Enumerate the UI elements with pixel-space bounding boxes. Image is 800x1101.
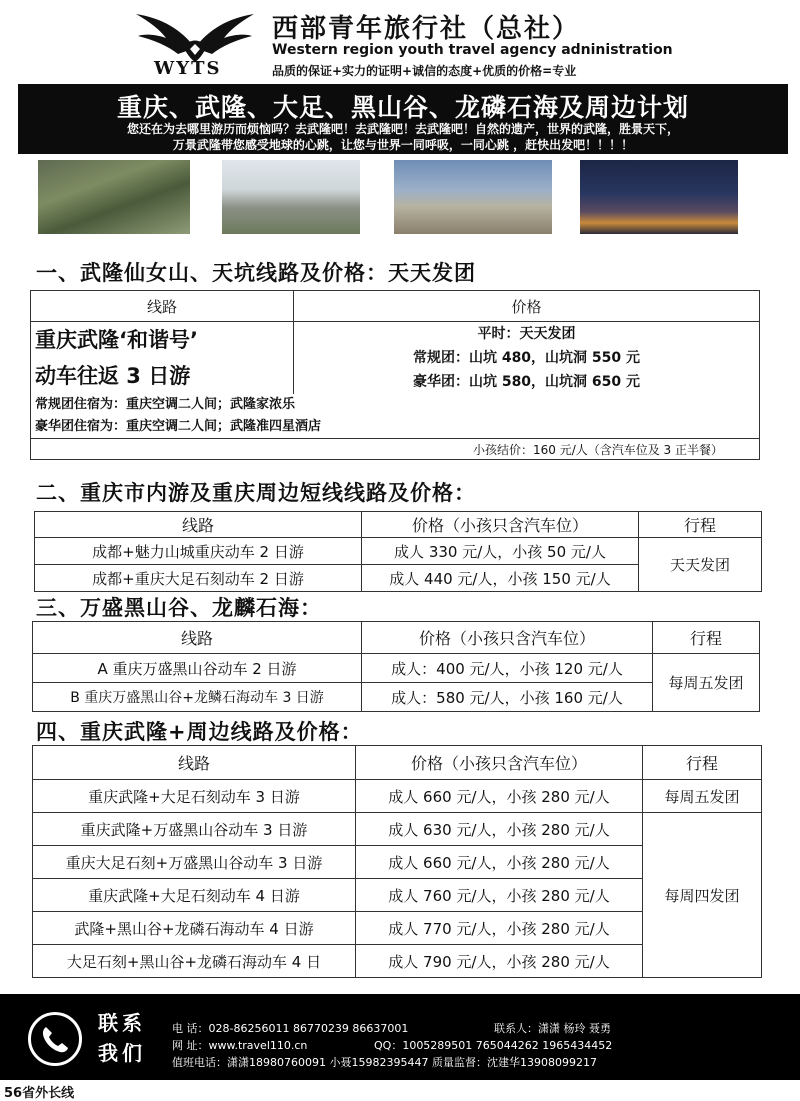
header-route: 线路 (33, 622, 362, 654)
website[interactable]: 网 址：www.travel110.cn (172, 1039, 308, 1052)
banner-line-1: 您还在为去哪里游历而烦恼吗？去武隆吧！去武隆吧！去武隆吧！自然的遗产，世界的武隆，胜景天下， (126, 122, 679, 136)
price-cell: 成人：400 元/人，小孩 120 元/人 (362, 654, 653, 683)
banner-line-2: 万景武隆带您感受地球的心跳，让您与世界一同呼吸，一同心跳 ，赶快出发吧！！！！ (172, 138, 634, 152)
price-luxury: 豪华团：山坑 580，山坑洞 650 元 (412, 374, 641, 390)
route-cell: 重庆武隆+大足石刻动车 4 日游 (33, 879, 356, 912)
header-price: 价格（小孩只含汽车位） (362, 512, 639, 538)
duty-phone: 值班电话：潇潇18980760091 小聂15982395447 质量监督：沈建华13908099217 (172, 1056, 597, 1069)
route-cell: 成都+重庆大足石刻动车 2 日游 (35, 565, 362, 592)
section-2-table (34, 511, 762, 592)
phone-icon (28, 1012, 82, 1066)
header-route: 线路 (35, 512, 362, 538)
header (0, 0, 800, 84)
header-schedule: 行程 (653, 622, 760, 654)
contact-label-1: 联系 (98, 1011, 146, 1035)
route-cell: 成都+魅力山城重庆动车 2 日游 (35, 538, 362, 565)
stay-regular: 常规团住宿为：重庆空调二人间；武隆家浓乐 (35, 397, 296, 412)
contact-label (98, 1008, 146, 1068)
header-schedule: 行程 (643, 746, 762, 780)
agency-name-en: Western region youth travel agency adninistration (272, 42, 673, 58)
price-cell: 成人 330 元/人，小孩 50 元/人 (362, 538, 639, 565)
section-3-table (32, 621, 760, 712)
header-price: 价格（小孩只含汽车位） (356, 746, 643, 780)
stay-cell (31, 394, 760, 439)
price-cell: 成人 770 元/人，小孩 280 元/人 (356, 912, 643, 945)
photo-gate (222, 160, 360, 234)
route-cell: B 重庆万盛黑山谷+龙鳞石海动车 3 日游 (33, 683, 362, 712)
route-cell: 大足石刻+黑山谷+龙磷石海动车 4 日 (33, 945, 356, 978)
price-regular: 常规团：山坑 480，山坑洞 550 元 (412, 350, 641, 366)
photo-night-city (580, 160, 738, 234)
price-cell: 成人：580 元/人，小孩 160 元/人 (362, 683, 653, 712)
schedule-cell: 每周五发团 (643, 780, 762, 813)
route-cell: A 重庆万盛黑山谷动车 2 日游 (33, 654, 362, 683)
logo-text: WYTS (154, 58, 222, 79)
section-3-title: 三、万盛黑山谷、龙麟石海： (36, 596, 322, 620)
route-cell: 武隆+黑山谷+龙磷石海动车 4 日游 (33, 912, 356, 945)
price-cell (294, 322, 760, 395)
route-cell: 重庆大足石刻+万盛黑山谷动车 3 日游 (33, 846, 356, 879)
price-cell: 成人 760 元/人，小孩 280 元/人 (356, 879, 643, 912)
header-route: 线路 (33, 746, 356, 780)
banner-title: 重庆、武隆、大足、黑山谷、龙磷石海及周边计划 (116, 93, 689, 122)
route-cell (31, 322, 294, 395)
header-price: 价格（小孩只含汽车位） (362, 622, 653, 654)
agency-name-cn: 西部青年旅行社（总社） (272, 14, 581, 44)
col-route: 线路 (31, 291, 294, 322)
price-cell: 成人 440 元/人，小孩 150 元/人 (362, 565, 639, 592)
schedule-cell: 每周四发团 (643, 813, 762, 978)
header-schedule: 行程 (639, 512, 762, 538)
price-cell: 成人 660 元/人，小孩 280 元/人 (356, 780, 643, 813)
schedule-cell: 天天发团 (639, 538, 762, 592)
page-footer: 56省外长线 (4, 1086, 75, 1101)
agency-slogan: 品质的保证+实力的证明+诚信的态度+优质的价格=专业 (272, 64, 577, 78)
photo-river-city (394, 160, 552, 234)
contact-person: 联系人：潇潇 杨玲 聂勇 (494, 1022, 611, 1035)
section-1-table (30, 290, 760, 460)
price-normal: 平时：天天发团 (477, 326, 576, 342)
price-cell: 成人 630 元/人，小孩 280 元/人 (356, 813, 643, 846)
section-2-title: 二、重庆市内游及重庆周边短线线路及价格： (36, 481, 476, 505)
section-4-table (32, 745, 762, 978)
route-line-1: 重庆武隆‘和谐号’ (35, 328, 198, 352)
contact-label-2: 我们 (98, 1041, 146, 1065)
route-cell: 重庆武隆+大足石刻动车 3 日游 (33, 780, 356, 813)
route-cell: 重庆武隆+万盛黑山谷动车 3 日游 (33, 813, 356, 846)
child-price: 小孩结价：160 元/人（含汽车位及 3 正半餐） (31, 439, 760, 460)
photo-tiankeng (38, 160, 190, 234)
price-cell: 成人 790 元/人，小孩 280 元/人 (356, 945, 643, 978)
section-4-title: 四、重庆武隆+周边线路及价格： (36, 720, 363, 744)
phone-numbers: 电 话：028-86256011 86770239 86637001 (172, 1022, 409, 1035)
schedule-cell: 每周五发团 (653, 654, 760, 712)
stay-luxury: 豪华团住宿为：重庆空调二人间；武隆准四星酒店 (35, 419, 322, 434)
price-cell: 成人 660 元/人，小孩 280 元/人 (356, 846, 643, 879)
col-price: 价格 (294, 291, 760, 322)
section-1-title: 一、武隆仙女山、天坑线路及价格：天天发团 (36, 261, 476, 285)
qq-numbers: QQ：1005289501 765044262 1965434452 (374, 1039, 613, 1052)
title-banner (18, 84, 788, 154)
route-line-2: 动车往返 3 日游 (35, 364, 191, 388)
contact-footer (0, 994, 800, 1080)
